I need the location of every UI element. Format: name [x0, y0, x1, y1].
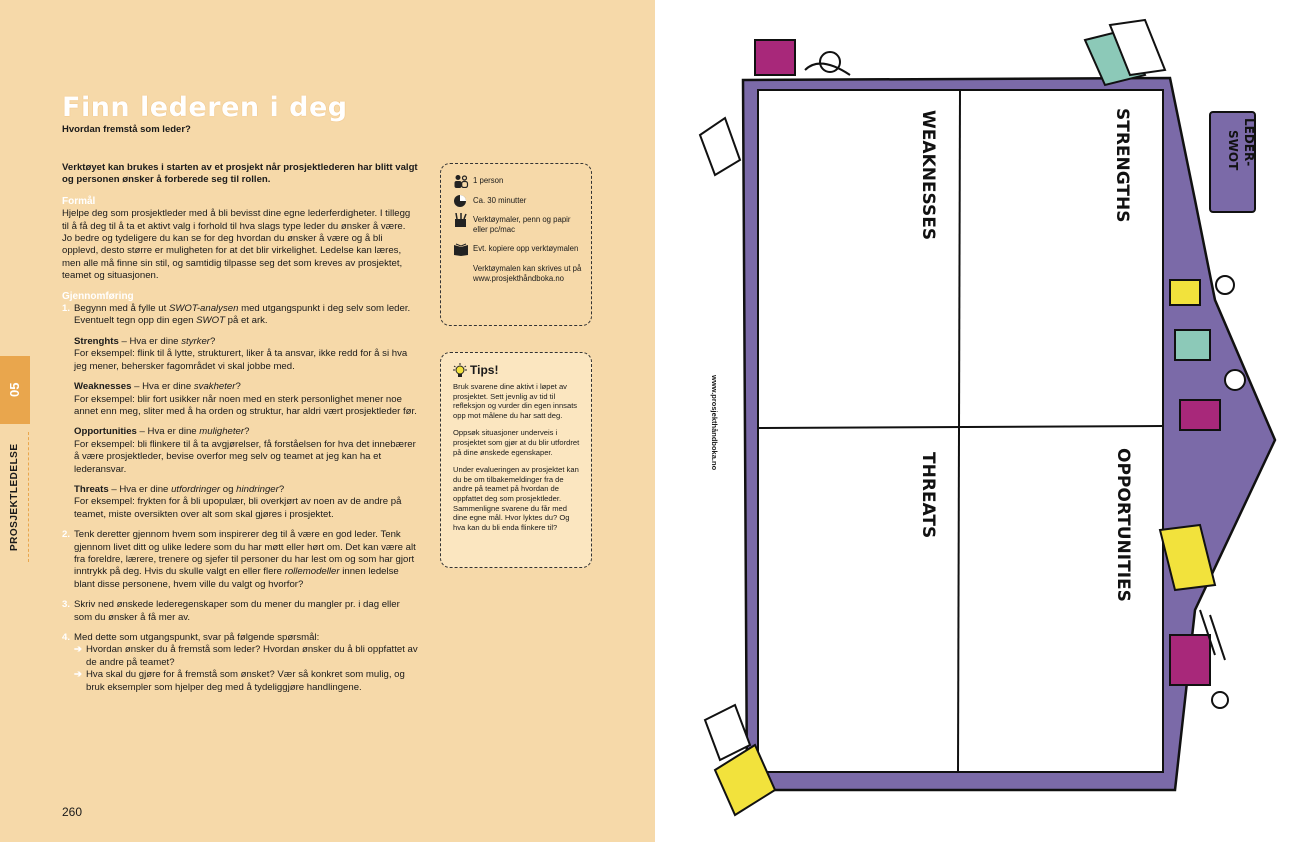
step-text: Med dette som utgangspunkt, svar på følgende spørsmål: [74, 632, 320, 643]
bullet-text: Hvordan ønsker du å fremstå som leder? Hvordan ønsker du å bli oppfattet av de andre på teamet? [86, 644, 418, 668]
tips-paragraph: Bruk svarene dine aktivt i løpet av prosjektet. Sett jevnlig av tid til refleksjon og vurder din egen innsats opp mot målene du har satt deg. [453, 382, 578, 420]
top-character [755, 40, 850, 75]
info-text: 1 person [473, 176, 504, 185]
info-row [453, 215, 583, 234]
info-box [440, 163, 592, 326]
chapter-label: PROSJEKTLEDELSE [9, 443, 20, 551]
threats-block [62, 484, 418, 521]
page-subtitle: Hvordan fremstå som leder? [62, 124, 191, 135]
formal-text: Hjelpe deg som prosjektleder med å bli bevisst dine egne lederferdigheter. I tillegg til å få deg til å ta et aktivt valg i forhold til hva slags type leder du ønsker å være. Jo bedre og tydeligere du kan se for deg hvordan du ønsker å være og å bli opplevd, desto større er muligheten for at det blir virkelighet. Ledelse kan læres, men alle må finne sin stil, og samtidig tilpasse seg det som kreves av prosjektet, teamet og situasjonen. [62, 208, 411, 282]
question-text: – Hva er dine [136, 426, 200, 438]
question-text: og [220, 483, 237, 495]
step-text: innen ledelse blant disse personene, hvem ville du valgt og hvorfor? [74, 566, 399, 590]
question-emphasis: muligheter [199, 426, 245, 438]
opportunities-example: For eksempel: bli flinkere til å ta avgjørelser, få forståelsen for hva det innebærer å være prosjektleder, bevise overfor meg selv og teamet at jeg kan ha et lederansvar. [74, 438, 416, 475]
opportunities-title: Opportunities [74, 426, 137, 438]
sign-line-1: LEDER- [1242, 118, 1256, 167]
step-4 [62, 632, 418, 694]
info-row [453, 196, 583, 206]
arrow-icon: ➔ [74, 669, 83, 681]
question-text: – Hva er dine [118, 335, 182, 347]
opportunities-label: OPPORTUNITIES [1113, 448, 1133, 602]
info-row [453, 176, 583, 186]
threats-label: THREATS [918, 452, 938, 539]
clock-icon [453, 194, 469, 208]
left-book [700, 118, 740, 175]
sign-line-2: SWOT [1226, 130, 1240, 171]
chapter-number: 05 [7, 382, 22, 398]
info-text: Verktøymaler, penn og papir eller pc/mac [473, 215, 571, 234]
tools-icon [453, 213, 469, 227]
strengths-label: STRENGTHS [1112, 108, 1132, 223]
top-papers [1085, 20, 1165, 85]
gjennomforing-heading: Gjennomføring [62, 290, 134, 302]
bullet-text: Hva skal du gjøre for å fremstå som ønsket? Vær så konkret som mulig, og bruk eksempler som hjelper deg med å tydeliggjøre handlingene. [86, 669, 405, 693]
strengths-example: For eksempel: flink til å lytte, strukturert, liker å ta ansvar, ikke redd for å si hva jeg mener, behersker fagområdet vi skal jobbe med. [74, 348, 408, 372]
book-icon [453, 242, 469, 256]
opportunities-block [62, 426, 418, 476]
strengths-block [62, 336, 418, 373]
url-text: www.prosjekthåndboka.no [710, 375, 719, 471]
weaknesses-example: For eksempel: blir fort usikker når noen med en sterk personlighet mener noe annet enn meg, sliter med å ha orden og struktur, har aldri vært prosjektleder før. [74, 393, 417, 417]
strengths-title: Strenghts [74, 335, 119, 347]
step-number: 2. [62, 529, 71, 541]
step-emphasis: rollemodeller [284, 566, 340, 578]
arrow-icon: ➔ [74, 644, 83, 656]
question-text: – Hva er dine [131, 381, 194, 393]
tips-header [453, 363, 583, 379]
info-row [453, 264, 583, 283]
intro-text: Verktøyet kan brukes i starten av et prosjekt når prosjektlederen har blitt valgt og personen ønsker å forberede seg til rollen. [62, 162, 418, 186]
info-row [453, 244, 583, 254]
tips-paragraph: Oppsøk situasjoner underveis i prosjektet som gjør at du blir utfordret på dine ønskede egenskaper. [453, 428, 580, 457]
threats-example: For eksempel: frykten for å bli upopulær, bli overkjørt av noen av de andre på teamet, miste oversikten over alt som skal gjøres i prosjektet. [74, 496, 402, 520]
right-page [655, 0, 1310, 842]
question-emphasis: hindringer [236, 483, 279, 495]
weaknesses-label: WEAKNESSES [918, 110, 938, 241]
step-emphasis: SWOT-analysen [168, 303, 239, 315]
weaknesses-title: Weaknesses [74, 381, 132, 393]
step-number: 3. [62, 599, 71, 611]
step-text: Skriv ned ønskede lederegenskaper som du mener du mangler pr. i dag eller som du ønsker å få mer av. [74, 599, 400, 623]
question-text: – Hva er dine [108, 483, 172, 495]
step-number: 4. [62, 632, 71, 643]
question-mark: ? [278, 483, 285, 495]
info-text: Ca. 30 minutter [473, 195, 527, 205]
swot-illustration [655, 0, 1310, 842]
step-2 [62, 529, 418, 591]
info-text: Verktøymalen kan skrives ut på www.prosjekthåndboka.no [473, 263, 582, 283]
weaknesses-block [62, 381, 418, 418]
lightbulb-icon [453, 363, 467, 379]
threats-title: Threats [74, 483, 109, 495]
step-1 [62, 303, 418, 328]
tips-box [440, 352, 592, 568]
question-mark: ? [209, 335, 216, 347]
bullet-item [74, 669, 418, 694]
question-emphasis: styrker [181, 335, 210, 347]
step-text: Begynn med å fylle ut [74, 303, 169, 315]
info-text: Evt. kopiere opp verktøymalen [473, 244, 579, 254]
tips-paragraph: Under evalueringen av prosjektet kan du be om tilbakemeldinger fra de andre på teamet på hvordan de oppfattet deg som prosjektleder. Sammenligne svarene du får med dine egne mål. Hvor lyktes du? Og hva kan du bli enda flinkere til? [453, 465, 579, 532]
question-mark: ? [244, 426, 250, 438]
question-emphasis: svakheter [193, 381, 236, 393]
page-title: Finn lederen i deg [62, 92, 348, 123]
bullet-item [74, 644, 418, 669]
step-emphasis: SWOT [196, 315, 225, 327]
step-3 [62, 599, 418, 624]
formal-heading: Formål [62, 195, 96, 207]
people-icon [453, 174, 469, 188]
chapter-divider [28, 432, 30, 562]
step-text: på et ark. [224, 315, 268, 327]
step-text: med utgangspunkt i deg selv som leder. Eventuelt tegn opp din egen [74, 303, 411, 327]
step-number: 1. [62, 303, 71, 315]
main-text [62, 162, 418, 694]
question-emphasis: utfordringer [171, 483, 221, 495]
tips-title: Tips! [470, 363, 499, 378]
step-text: Tenk deretter gjennom hvem som inspirerer deg til å være en god leder. Tenk gjennom livet ditt og ulike ledere som du har møtt eller hørt om. Det kan være alt fra foreldre, lærere, trenere og sjefer til personer du har lest om og som har gjort inntrykk på deg. Hvis du skulle valgt en eller flere [74, 529, 416, 578]
question-mark: ? [235, 381, 241, 393]
page-number: 260 [62, 805, 83, 819]
